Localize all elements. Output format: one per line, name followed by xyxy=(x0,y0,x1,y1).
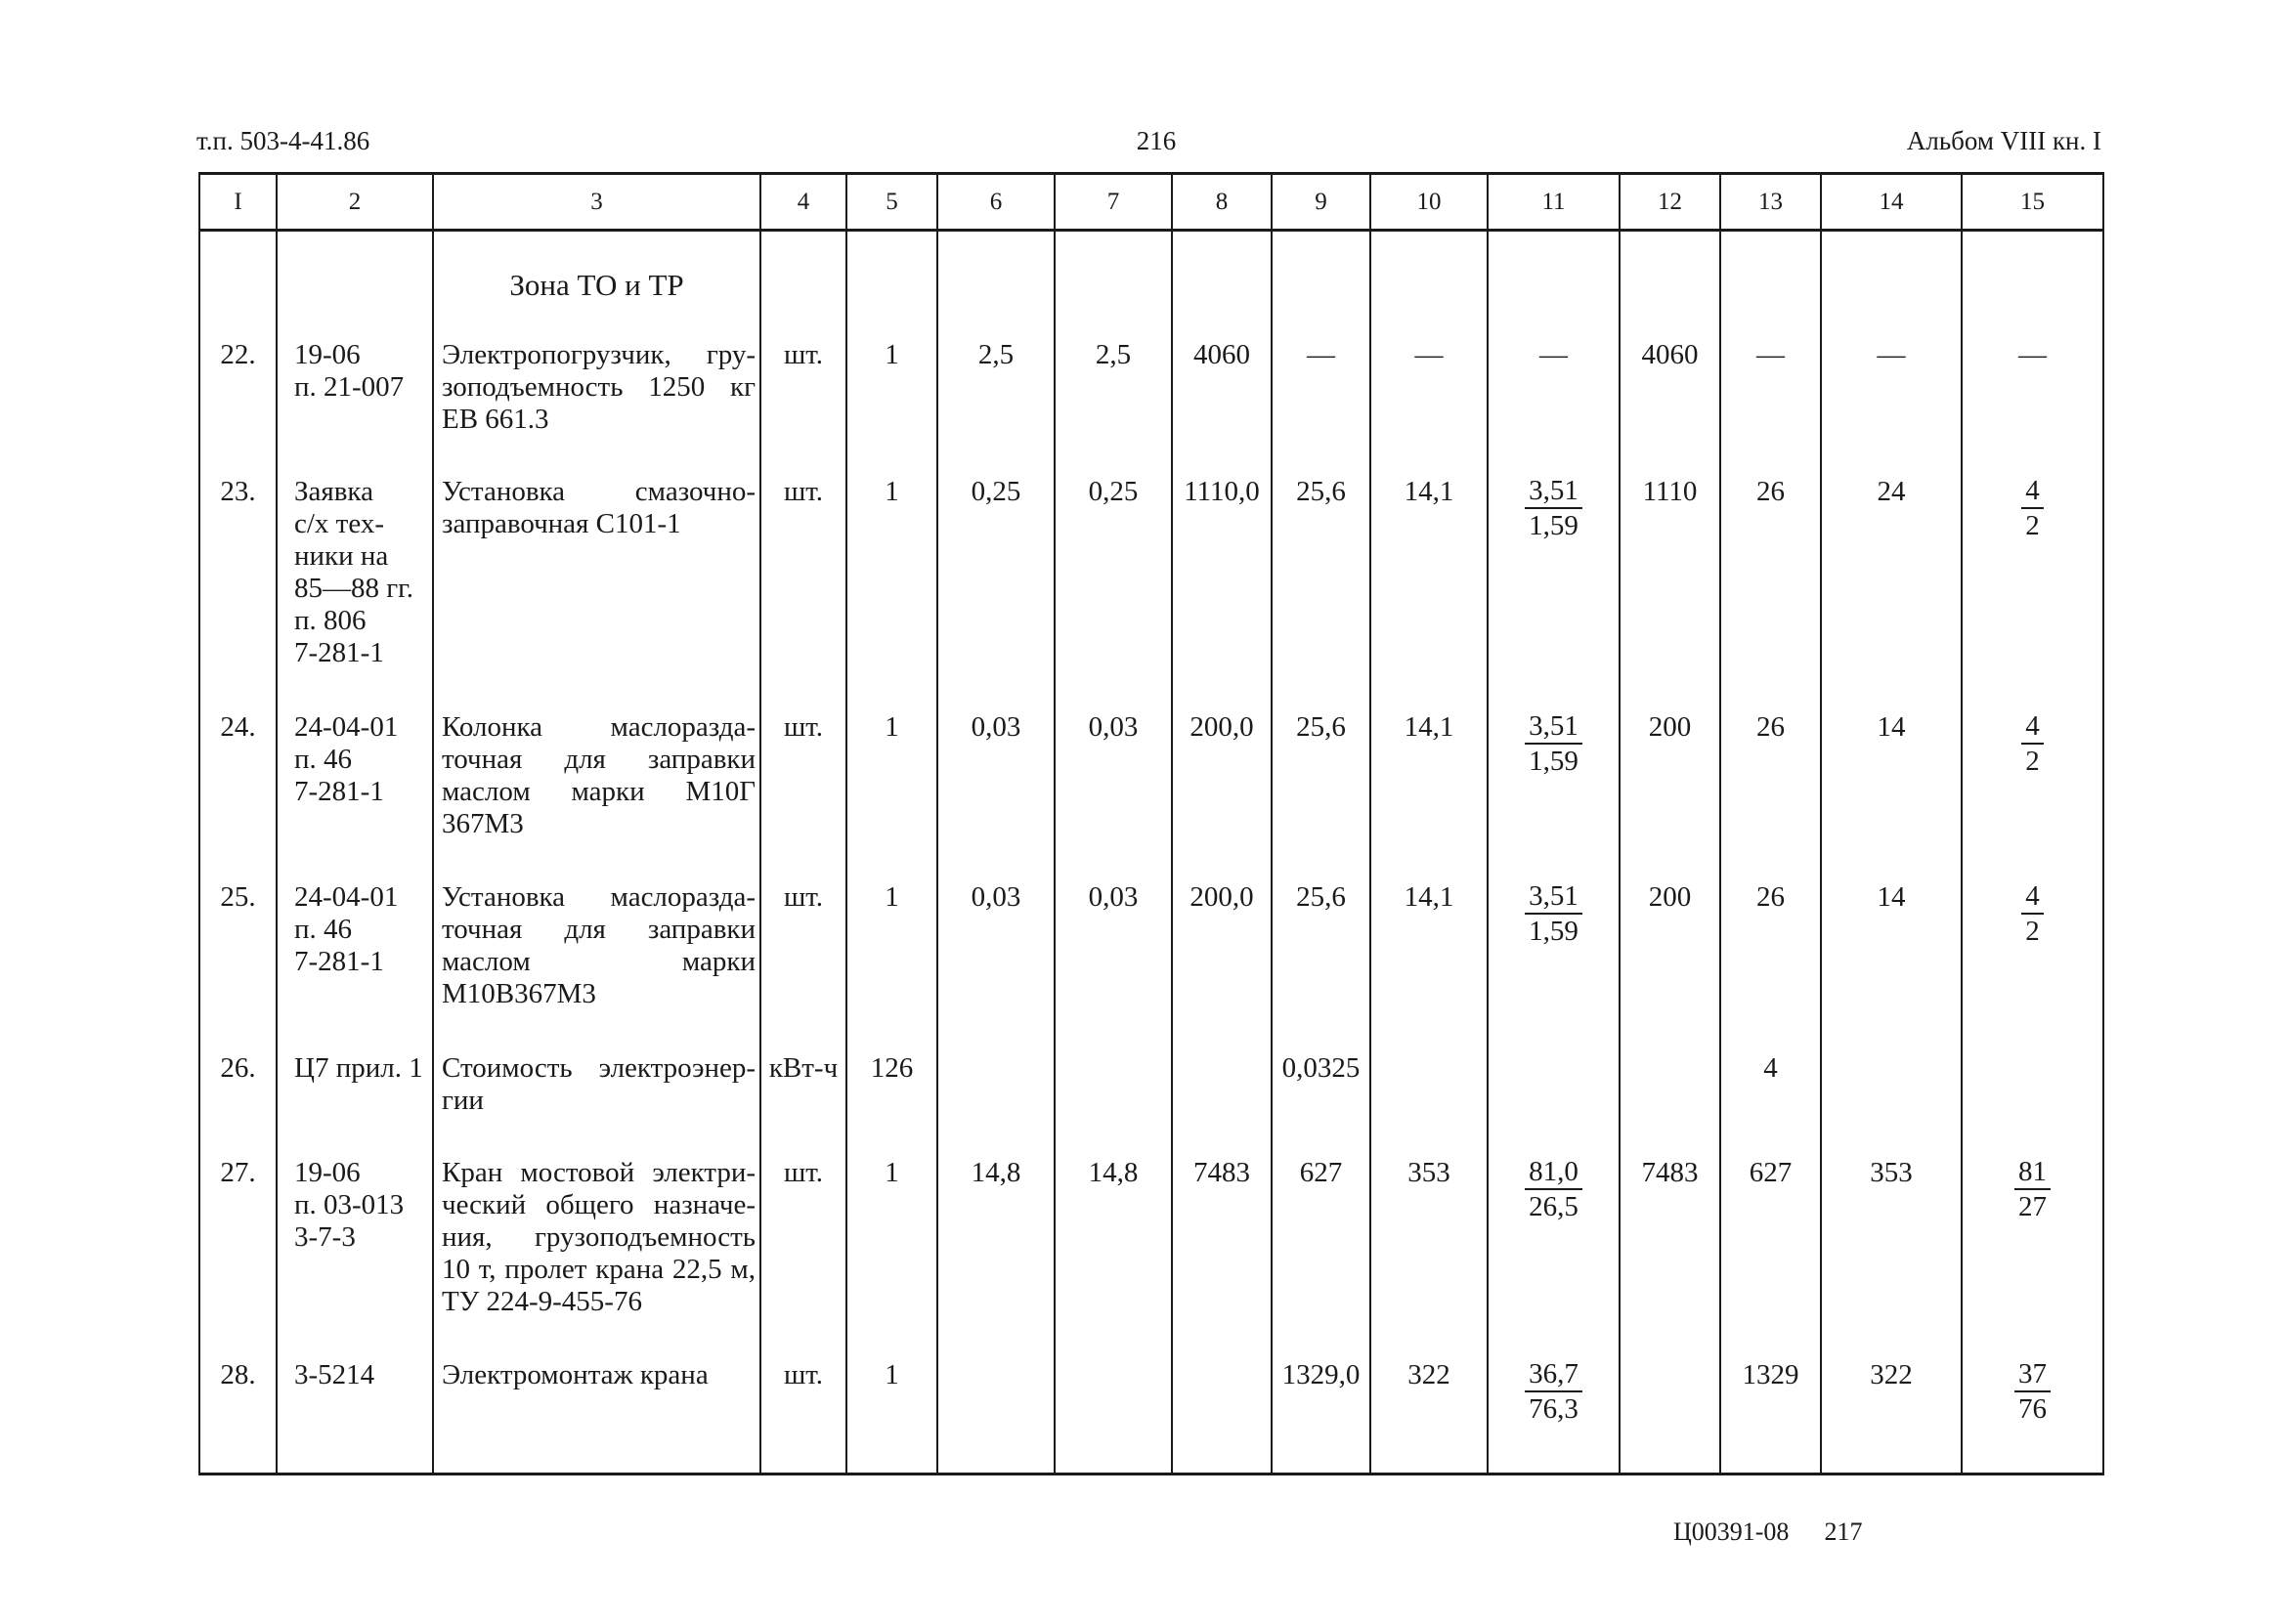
row-number xyxy=(199,703,277,873)
col7-cell xyxy=(1055,873,1172,1044)
source-cell xyxy=(277,1350,433,1474)
col12-cell xyxy=(1620,873,1720,1044)
name-line: Стоимость электроэнер- xyxy=(442,1051,756,1084)
row-number-text: 22. xyxy=(220,338,256,370)
source-cell xyxy=(277,1148,433,1350)
name-line: ческий общего назначе- xyxy=(442,1188,756,1220)
col-header-3: 3 xyxy=(433,174,760,231)
col14-cell-value: 24 xyxy=(1877,475,1906,507)
fraction-numerator: 4 xyxy=(2021,711,2044,745)
footer-code: Ц00391-08 xyxy=(1673,1517,1790,1546)
col7-cell xyxy=(1055,1044,1172,1148)
fraction xyxy=(2021,881,2044,946)
col12-cell-value: 200 xyxy=(1648,880,1692,913)
fraction xyxy=(1525,1157,1582,1221)
qty-cell xyxy=(846,1044,937,1148)
qty-cell-value: 1 xyxy=(885,880,899,913)
fraction-numerator: 4 xyxy=(2021,881,2044,915)
col12-cell-value: 1110 xyxy=(1642,475,1698,507)
col14-cell xyxy=(1821,1350,1962,1474)
col10-cell-value: 322 xyxy=(1407,1358,1450,1390)
col9-cell xyxy=(1272,467,1370,703)
col8-cell-value: 4060 xyxy=(1193,338,1250,370)
unit-cell xyxy=(760,873,846,1044)
name-cell xyxy=(433,703,760,873)
col10-cell-value: 353 xyxy=(1407,1156,1450,1188)
col15-cell xyxy=(1962,1148,2103,1350)
col15-cell xyxy=(1962,1044,2103,1148)
qty-cell xyxy=(846,1350,937,1474)
row-number-text: 25. xyxy=(220,880,256,913)
source-cell xyxy=(277,703,433,873)
col-header-9: 9 xyxy=(1272,174,1370,231)
row-number xyxy=(199,1044,277,1148)
row-number xyxy=(199,1148,277,1350)
fraction xyxy=(2021,711,2044,776)
fraction xyxy=(1525,711,1582,776)
row-number-text: 27. xyxy=(220,1156,256,1188)
name-line: гии xyxy=(442,1084,484,1116)
name-cell xyxy=(433,467,760,703)
col6-cell xyxy=(937,467,1055,703)
fraction xyxy=(2014,1359,2051,1424)
col9-cell-value: 0,0325 xyxy=(1281,1051,1361,1084)
col6-cell xyxy=(937,703,1055,873)
col6-cell-value: 14,8 xyxy=(971,1156,1021,1188)
name-line: М10В367М3 xyxy=(442,977,596,1009)
source-line: Заявка xyxy=(294,475,373,507)
col13-cell-value: 4 xyxy=(1763,1051,1778,1084)
qty-cell-value: 126 xyxy=(870,1051,914,1084)
qty-cell xyxy=(846,873,937,1044)
col7-cell xyxy=(1055,1148,1172,1350)
fraction-denominator: 76 xyxy=(2018,1392,2047,1425)
col15-cell xyxy=(1962,1350,2103,1474)
qty-cell xyxy=(846,1148,937,1350)
source-line: 7-281-1 xyxy=(294,636,384,668)
fraction-numerator: 81 xyxy=(2014,1157,2051,1190)
col-header-11: 11 xyxy=(1488,174,1620,231)
col12-cell xyxy=(1620,1148,1720,1350)
col12-cell xyxy=(1620,1350,1720,1474)
fraction-numerator: 37 xyxy=(2014,1359,2051,1392)
table-row xyxy=(199,1044,2103,1148)
qty-cell xyxy=(846,467,937,703)
name-line: ЕВ 661.3 xyxy=(442,403,549,435)
unit-cell-value: кВт-ч xyxy=(768,1051,839,1084)
name-line: маслом марки xyxy=(442,945,756,977)
qty-cell xyxy=(846,703,937,873)
col6-cell-value: 2,5 xyxy=(977,338,1015,370)
fraction-denominator: 1,59 xyxy=(1529,915,1578,947)
col10-cell xyxy=(1370,1044,1488,1148)
col9-cell xyxy=(1272,873,1370,1044)
col11-cell-value: — xyxy=(1539,338,1568,370)
source-line: с/х тех- xyxy=(294,507,384,539)
col10-cell xyxy=(1370,703,1488,873)
col9-cell-value: 25,6 xyxy=(1296,880,1346,913)
source-line: 7-281-1 xyxy=(294,775,384,807)
unit-cell-value: шт. xyxy=(783,1156,824,1188)
col11-cell xyxy=(1488,703,1620,873)
fraction-numerator: 3,51 xyxy=(1525,881,1582,915)
col9-cell-value: — xyxy=(1307,338,1335,370)
qty-cell-value: 1 xyxy=(885,1156,899,1188)
col11-cell xyxy=(1488,1044,1620,1148)
row-number xyxy=(199,330,277,467)
col8-cell-value: 7483 xyxy=(1193,1156,1250,1188)
doc-reference: т.п. 503-4-41.86 xyxy=(196,126,370,155)
col12-cell xyxy=(1620,467,1720,703)
column-header-row xyxy=(199,174,2103,231)
col13-cell-value: 627 xyxy=(1749,1156,1793,1188)
name-cell xyxy=(433,330,760,467)
col7-cell-value: 0,25 xyxy=(1088,475,1139,507)
col8-cell xyxy=(1172,1148,1272,1350)
album-label: Альбом VIII кн. I xyxy=(1906,126,2101,155)
qty-cell-value: 1 xyxy=(885,338,899,370)
col10-cell-value: 14,1 xyxy=(1404,710,1454,743)
table-row xyxy=(199,1350,2103,1474)
name-cell xyxy=(433,873,760,1044)
col14-cell xyxy=(1821,703,1962,873)
col-header-2: 2 xyxy=(277,174,433,231)
col10-cell xyxy=(1370,1148,1488,1350)
col10-cell xyxy=(1370,330,1488,467)
col6-cell xyxy=(937,1148,1055,1350)
col9-cell xyxy=(1272,1350,1370,1474)
unit-cell-value: шт. xyxy=(783,880,824,913)
fraction-denominator: 1,59 xyxy=(1529,745,1578,777)
fraction-denominator: 2 xyxy=(2025,745,2040,777)
col13-cell xyxy=(1720,703,1821,873)
name-line: зоподъемность 1250 кг xyxy=(442,370,756,403)
col-header-8: 8 xyxy=(1172,174,1272,231)
fraction xyxy=(2021,476,2044,540)
source-line: 7-281-1 xyxy=(294,945,384,977)
unit-cell xyxy=(760,1044,846,1148)
source-line: п. 21-007 xyxy=(294,370,405,403)
name-line: Колонка маслоразда- xyxy=(442,710,756,743)
col10-cell xyxy=(1370,873,1488,1044)
col10-cell xyxy=(1370,1350,1488,1474)
col8-cell xyxy=(1172,330,1272,467)
col14-cell xyxy=(1821,467,1962,703)
name-line: заправочная С101-1 xyxy=(442,507,681,539)
col7-cell-value: 0,03 xyxy=(1088,710,1139,743)
unit-cell xyxy=(760,330,846,467)
fraction-numerator: 3,51 xyxy=(1525,476,1582,509)
name-line: Электромонтаж крана xyxy=(442,1358,709,1390)
row-number-text: 28. xyxy=(220,1358,256,1390)
table-row xyxy=(199,330,2103,467)
col8-cell xyxy=(1172,467,1272,703)
col6-cell-value: 0,25 xyxy=(971,475,1021,507)
source-cell xyxy=(277,467,433,703)
source-line: 19-06 xyxy=(294,1156,361,1188)
col12-cell xyxy=(1620,1044,1720,1148)
col6-cell xyxy=(937,330,1055,467)
fraction-numerator: 36,7 xyxy=(1525,1359,1582,1392)
col11-cell xyxy=(1488,1350,1620,1474)
col-header-7: 7 xyxy=(1055,174,1172,231)
source-line: п. 46 xyxy=(294,743,353,775)
unit-cell-value: шт. xyxy=(783,338,824,370)
col7-cell-value: 2,5 xyxy=(1095,338,1132,370)
source-line: 3-7-3 xyxy=(294,1220,356,1253)
qty-cell xyxy=(846,330,937,467)
row-number xyxy=(199,873,277,1044)
unit-cell-value: шт. xyxy=(783,1358,824,1390)
fraction-denominator: 1,59 xyxy=(1529,509,1578,541)
table-row xyxy=(199,467,2103,703)
estimate-table xyxy=(198,172,2104,1475)
col13-cell-value: 26 xyxy=(1756,880,1785,913)
col8-cell xyxy=(1172,1044,1272,1148)
col13-cell-value: 26 xyxy=(1756,475,1785,507)
source-line: 24-04-01 xyxy=(294,710,399,743)
col6-cell-value: 0,03 xyxy=(971,880,1021,913)
col13-cell xyxy=(1720,1148,1821,1350)
col6-cell xyxy=(937,1044,1055,1148)
col9-cell-value: 1329,0 xyxy=(1281,1358,1361,1390)
col7-cell-value: 0,03 xyxy=(1088,880,1139,913)
col9-cell xyxy=(1272,703,1370,873)
col10-cell-value: — xyxy=(1414,338,1444,370)
col14-cell-value: 353 xyxy=(1870,1156,1913,1188)
col14-cell xyxy=(1821,1044,1962,1148)
source-line: 3-5214 xyxy=(294,1358,375,1390)
fraction-denominator: 2 xyxy=(2025,509,2040,541)
name-line: Кран мостовой электри- xyxy=(442,1156,756,1188)
col13-cell xyxy=(1720,330,1821,467)
fraction xyxy=(2014,1157,2051,1221)
col12-cell xyxy=(1620,703,1720,873)
source-line: 19-06 xyxy=(294,338,361,370)
qty-cell-value: 1 xyxy=(885,475,899,507)
col11-cell xyxy=(1488,1148,1620,1350)
col13-cell xyxy=(1720,1350,1821,1474)
fraction-denominator: 27 xyxy=(2018,1190,2047,1222)
fraction xyxy=(1525,881,1582,946)
source-cell xyxy=(277,1044,433,1148)
name-line: Установка смазочно- xyxy=(442,475,756,507)
table-row xyxy=(199,873,2103,1044)
col13-cell xyxy=(1720,1044,1821,1148)
col8-cell xyxy=(1172,703,1272,873)
col9-cell xyxy=(1272,1148,1370,1350)
col6-cell xyxy=(937,873,1055,1044)
name-line: Электропогрузчик, гру- xyxy=(442,338,756,370)
col14-cell xyxy=(1821,330,1962,467)
col13-cell-value: 26 xyxy=(1756,710,1785,743)
name-line: точная для заправки xyxy=(442,913,756,945)
col-header-14: 14 xyxy=(1821,174,1962,231)
unit-cell-value: шт. xyxy=(783,475,824,507)
col13-cell xyxy=(1720,873,1821,1044)
col-header-1: I xyxy=(199,174,277,231)
col15-cell xyxy=(1962,330,2103,467)
col11-cell xyxy=(1488,330,1620,467)
col8-cell-value: 1110,0 xyxy=(1184,475,1260,507)
footer xyxy=(1673,1517,1897,1547)
col11-cell xyxy=(1488,467,1620,703)
source-line: 85—88 гг. xyxy=(294,572,414,604)
name-cell xyxy=(433,1350,760,1474)
unit-cell xyxy=(760,1350,846,1474)
col6-cell xyxy=(937,1350,1055,1474)
col12-cell-value: 7483 xyxy=(1641,1156,1699,1188)
col12-cell-value: 200 xyxy=(1648,710,1692,743)
col9-cell-value: 25,6 xyxy=(1296,475,1346,507)
row-number-text: 26. xyxy=(220,1051,256,1084)
table-row xyxy=(199,1148,2103,1350)
row-number xyxy=(199,1350,277,1474)
name-cell xyxy=(433,1148,760,1350)
qty-cell-value: 1 xyxy=(885,1358,899,1390)
col-header-6: 6 xyxy=(937,174,1055,231)
col-header-10: 10 xyxy=(1370,174,1488,231)
name-line: маслом марки М10Г xyxy=(442,775,756,807)
unit-cell xyxy=(760,467,846,703)
col14-cell xyxy=(1821,1148,1962,1350)
col14-cell-value: — xyxy=(1877,338,1906,370)
col7-cell-value: 14,8 xyxy=(1088,1156,1139,1188)
footer-page: 217 xyxy=(1824,1517,1863,1546)
col9-cell-value: 25,6 xyxy=(1296,710,1346,743)
col9-cell xyxy=(1272,330,1370,467)
col-header-12: 12 xyxy=(1620,174,1720,231)
unit-cell-value: шт. xyxy=(783,710,824,743)
fraction-denominator: 26,5 xyxy=(1529,1190,1578,1222)
col9-cell-value: 627 xyxy=(1299,1156,1343,1188)
col7-cell xyxy=(1055,467,1172,703)
row-number xyxy=(199,467,277,703)
col-header-4: 4 xyxy=(760,174,846,231)
fraction-numerator: 81,0 xyxy=(1525,1157,1582,1190)
col-header-15: 15 xyxy=(1962,174,2103,231)
name-line: 10 т, пролет крана 22,5 м, xyxy=(442,1253,756,1285)
fraction xyxy=(1525,476,1582,540)
table-row xyxy=(199,703,2103,873)
fraction-numerator: 3,51 xyxy=(1525,711,1582,745)
source-line: ники на xyxy=(294,539,389,572)
row-number-text: 23. xyxy=(220,475,256,507)
col14-cell xyxy=(1821,873,1962,1044)
col14-cell-value: 14 xyxy=(1877,880,1906,913)
col7-cell xyxy=(1055,330,1172,467)
name-line: Установка маслоразда- xyxy=(442,880,756,913)
col9-cell xyxy=(1272,1044,1370,1148)
source-cell xyxy=(277,873,433,1044)
col14-cell-value: 322 xyxy=(1870,1358,1913,1390)
col15-cell-value: — xyxy=(2018,338,2047,370)
row-number-text: 24. xyxy=(220,710,256,743)
name-line: точная для заправки xyxy=(442,743,756,775)
col12-cell xyxy=(1620,330,1720,467)
fraction-denominator: 76,3 xyxy=(1529,1392,1578,1425)
name-line: ния, грузоподъемность xyxy=(442,1220,756,1253)
fraction-denominator: 2 xyxy=(2025,915,2040,947)
col15-cell xyxy=(1962,703,2103,873)
col13-cell-value: — xyxy=(1756,338,1785,370)
col10-cell xyxy=(1370,467,1488,703)
col8-cell-value: 200,0 xyxy=(1189,880,1254,913)
source-cell xyxy=(277,330,433,467)
col13-cell-value: 1329 xyxy=(1742,1358,1799,1390)
unit-cell xyxy=(760,703,846,873)
col11-cell xyxy=(1488,873,1620,1044)
source-line: п. 806 xyxy=(294,604,367,636)
zone-title: Зона ТО и ТР xyxy=(433,231,760,330)
col7-cell xyxy=(1055,1350,1172,1474)
source-line: 24-04-01 xyxy=(294,880,399,913)
name-cell xyxy=(433,1044,760,1148)
col8-cell xyxy=(1172,1350,1272,1474)
col15-cell xyxy=(1962,467,2103,703)
col10-cell-value: 14,1 xyxy=(1404,475,1454,507)
source-line: Ц7 прил. 1 xyxy=(294,1051,423,1084)
col12-cell-value: 4060 xyxy=(1641,338,1699,370)
col-header-13: 13 xyxy=(1720,174,1821,231)
col-header-5: 5 xyxy=(846,174,937,231)
name-line: ТУ 224-9-455-76 xyxy=(442,1285,642,1317)
col13-cell xyxy=(1720,467,1821,703)
col14-cell-value: 14 xyxy=(1877,710,1906,743)
col7-cell xyxy=(1055,703,1172,873)
col8-cell-value: 200,0 xyxy=(1189,710,1254,743)
zone-row xyxy=(199,231,2103,330)
col15-cell xyxy=(1962,873,2103,1044)
fraction-numerator: 4 xyxy=(2021,476,2044,509)
col8-cell xyxy=(1172,873,1272,1044)
source-line: п. 03-013 xyxy=(294,1188,405,1220)
fraction xyxy=(1525,1359,1582,1424)
page-number: 216 xyxy=(1136,126,1177,155)
qty-cell-value: 1 xyxy=(885,710,899,743)
unit-cell xyxy=(760,1148,846,1350)
name-line: 367М3 xyxy=(442,807,524,839)
col10-cell-value: 14,1 xyxy=(1404,880,1454,913)
source-line: п. 46 xyxy=(294,913,353,945)
col6-cell-value: 0,03 xyxy=(971,710,1021,743)
